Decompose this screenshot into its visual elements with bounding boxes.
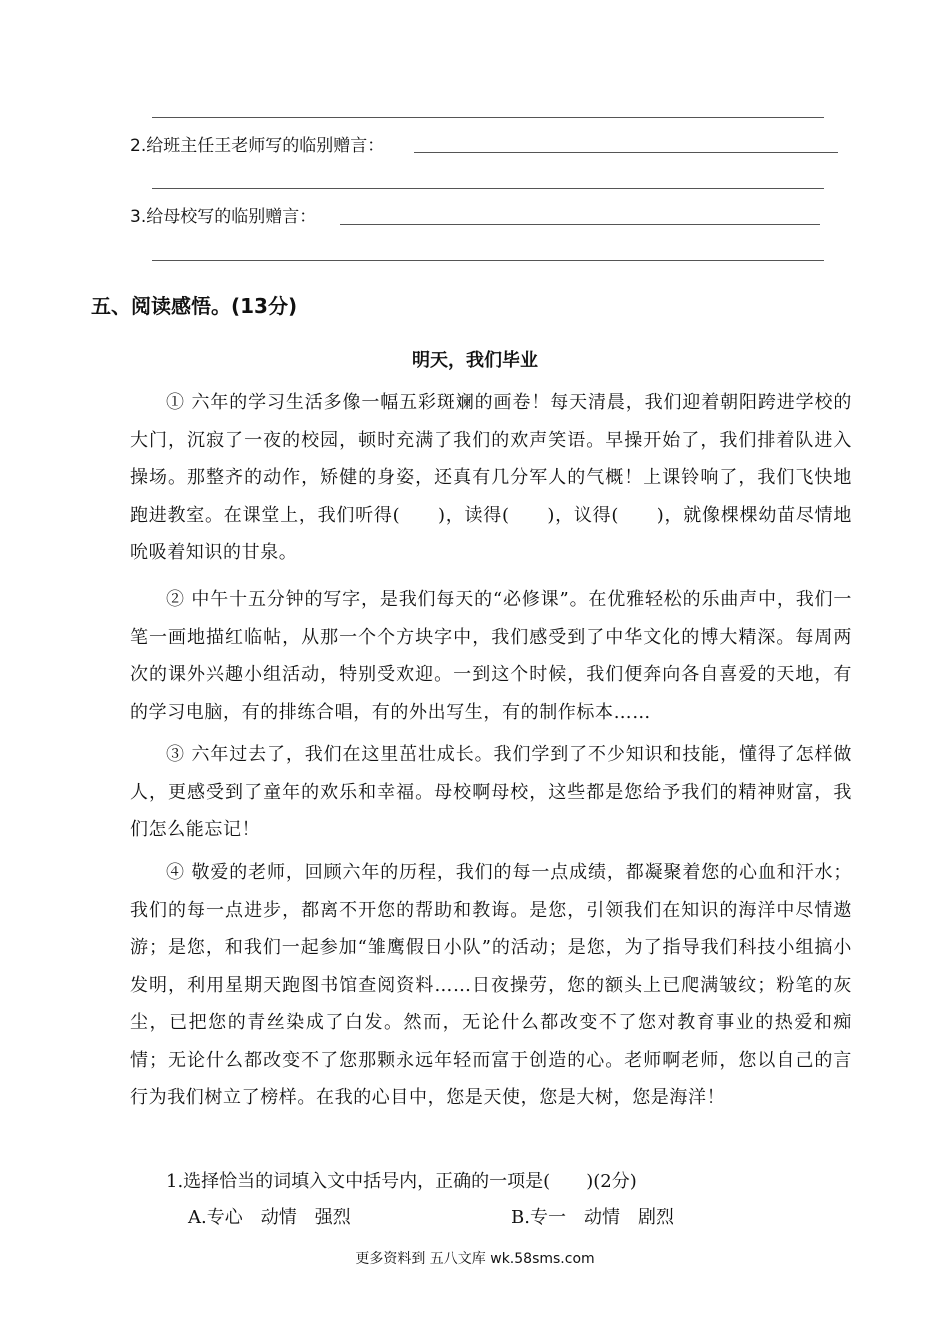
article-title: 明天，我们毕业 — [412, 350, 538, 371]
section-title: 五、阅读感悟。(13分) — [91, 294, 298, 318]
footer-text: 更多资料到 五八文库 wk.58sms.com — [355, 1251, 595, 1267]
question-3-label: 3.给母校写的临别赠言： — [130, 207, 317, 227]
option-a[interactable]: A.专心 动情 强烈 — [188, 1207, 351, 1228]
answer-line-1 — [152, 117, 824, 118]
paragraph-2: ② 中午十五分钟的写字，是我们每天的“必修课”。在优雅轻松的乐曲声中，我们一笔一画地描红临帖，从那一个个方块字中，我们感受到了中华文化的博大精深。每周两次的课外兴趣小组活动，特别受欢迎。一到这个时候，我们便奔向各自喜爱的天地，有的学习电脑，有的排练合唱，有的外出写生，有的制作标本…… — [130, 589, 852, 723]
answer-line-3 — [152, 260, 824, 261]
question-1-text: 1.选择恰当的词填入文中括号内，正确的一项是( )(2分) — [166, 1171, 637, 1192]
answer-line-q2 — [414, 152, 838, 153]
answer-line-2 — [152, 188, 824, 189]
answer-line-q3 — [340, 224, 820, 225]
question-2-label: 2.给班主任王老师写的临别赠言： — [130, 136, 385, 156]
paragraph-3: ③ 六年过去了，我们在这里茁壮成长。我们学到了不少知识和技能，懂得了怎样做人，更感受到了童年的欢乐和幸福。母校啊母校，这些都是您给予我们的精神财富，我们怎么能忘记！ — [130, 744, 852, 840]
paragraph-1: ① 六年的学习生活多像一幅五彩斑斓的画卷！每天清晨，我们迎着朝阳跨进学校的大门，沉寂了一夜的校园，顿时充满了我们的欢声笑语。早操开始了，我们排着队进入操场。那整齐的动作，矫健的身姿，还真有几分军人的气概！上课铃响了，我们飞快地跑进教室。在课堂上，我们听得( )，读得( )，议得( )，就像棵棵幼苗尽情地吮吸着知识的甘泉。 — [130, 392, 852, 563]
option-b[interactable]: B.专一 动情 剧烈 — [511, 1207, 674, 1228]
paragraph-4: ④ 敬爱的老师，回顾六年的历程，我们的每一点成绩，都凝聚着您的心血和汗水；我们的每一点进步，都离不开您的帮助和教诲。是您，引领我们在知识的海洋中尽情遨游；是您，和我们一起参加“雏鹰假日小队”的活动；是您，为了指导我们科技小组搞小发明，利用星期天跑图书馆查阅资料……日夜操劳，您的额头上已爬满皱纹；粉笔的灰尘，已把您的青丝染成了白发。然而，无论什么都改变不了您对教育事业的热爱和痴情；无论什么都改变不了您那颗永远年轻而富于创造的心。老师啊老师，您以自己的言行为我们树立了榜样。在我的心目中，您是天使，您是大树，您是海洋！ — [130, 862, 852, 1108]
